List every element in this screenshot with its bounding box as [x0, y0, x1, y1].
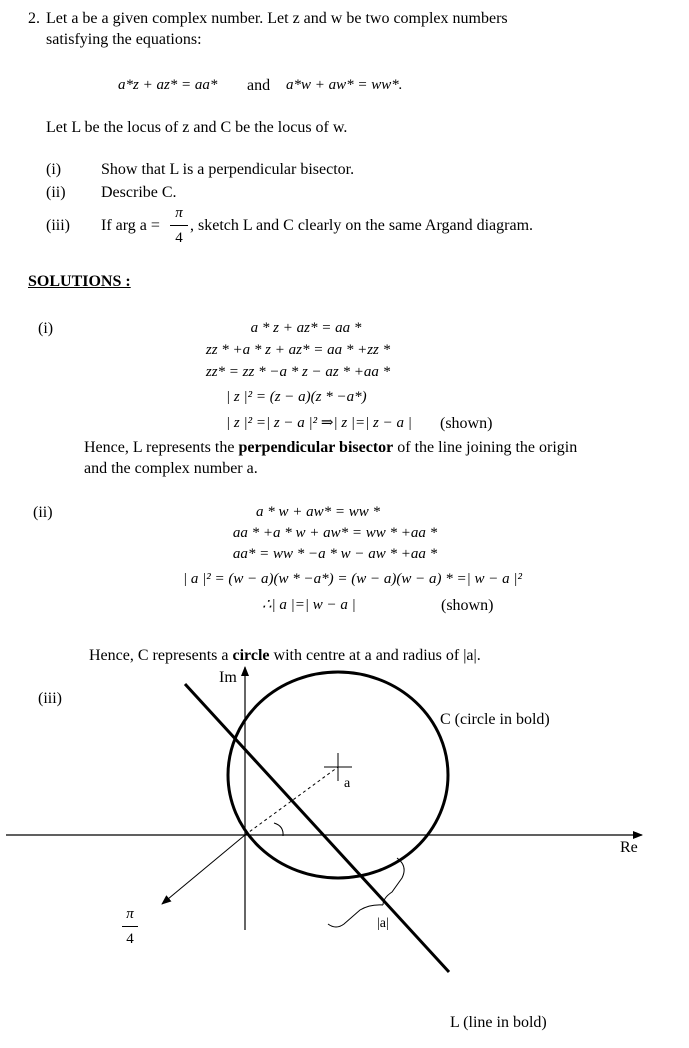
part-iii-label: (iii) [46, 217, 70, 234]
solution-ii-conclusion-pre: Hence, C represents a [89, 647, 233, 664]
circle-label: C (circle in bold) [440, 711, 550, 728]
solution-i-conclusion-line-2: and the complex number a. [84, 460, 258, 477]
solution-ii-line-3: aa* = ww * −a * w − aw * +aa * [232, 546, 438, 562]
equation-w: a*w + aw* = ww*. [286, 77, 403, 93]
solution-i-line-5: | z |² =| z − a |² ⇒| z |=| z − a | [226, 415, 412, 431]
and-word: and [247, 77, 271, 94]
point-a-label: a [344, 776, 351, 791]
solution-i-line-3: zz* = zz * −a * z − az * +aa * [205, 364, 391, 380]
part-iii-text-post: , sketch L and C clearly on the same Argand diagram. [190, 217, 534, 234]
im-axis-label: Im [219, 669, 237, 686]
part-i-label: (i) [46, 161, 62, 178]
angle-fraction-denominator: 4 [126, 931, 134, 947]
solution-i-line-4: | z |² = (z − a)(z * −a*) [226, 389, 367, 405]
radius-brace-tail [328, 905, 383, 927]
solution-ii-line-5: ∴| a |=| w − a | [262, 597, 356, 613]
question-number: 2. [28, 10, 40, 27]
part-iii-text-pre: If arg a = [101, 217, 160, 234]
locus-statement: Let L be the locus of z and C be the locus of w. [46, 119, 348, 136]
solution-i-shown: (shown) [440, 415, 493, 432]
part-iii-fraction-numerator: π [175, 205, 183, 221]
solution-i-conclusion-post: of the line joining the origin [393, 439, 578, 456]
angle-arc [274, 823, 283, 836]
solution-ii-conclusion-bold: circle [232, 647, 270, 664]
question-line-2: satisfying the equations: [46, 31, 202, 48]
solution-i-conclusion-pre: Hence, L represents the [84, 439, 239, 456]
part-ii-text: Describe C. [101, 184, 177, 201]
question-line-1: Let a be a given complex number. Let z and w be two complex numbers [46, 10, 508, 27]
solution-ii-label: (ii) [33, 504, 53, 521]
part-iii-fraction-denominator: 4 [175, 230, 183, 246]
re-axis-label: Re [620, 839, 638, 856]
solution-ii-line-2: aa * +a * w + aw* = ww * +aa * [232, 525, 438, 541]
angle-fraction-numerator: π [126, 906, 134, 922]
angle-pointer-arrow [162, 835, 245, 904]
solutions-heading: SOLUTIONS : [28, 273, 131, 290]
solution-iii-label: (iii) [38, 690, 62, 707]
solution-i-label: (i) [38, 320, 54, 337]
solution-i-line-2: zz * +a * z + az* = aa * +zz * [205, 342, 391, 358]
line-l [185, 684, 449, 972]
solution-ii-conclusion-post: with centre at a and radius of |a|. [269, 647, 481, 664]
solution-i-conclusion-bold: perpendicular bisector [238, 439, 394, 456]
solution-ii-shown: (shown) [441, 597, 494, 614]
radius-label: |a| [377, 916, 389, 931]
part-ii-label: (ii) [46, 184, 66, 201]
solution-i-line-1: a * z + az* = aa * [250, 320, 362, 336]
part-i-text: Show that L is a perpendicular bisector. [101, 161, 355, 178]
angle-fraction-bar [122, 926, 138, 927]
solution-ii-line-4: | a |² = (w − a)(w * −a*) = (w − a)(w − a) * =| w − a |² [183, 571, 522, 587]
equation-z: a*z + az* = aa* [118, 77, 218, 93]
solution-ii-line-1: a * w + aw* = ww * [255, 504, 381, 520]
line-l-label: L (line in bold) [450, 1014, 547, 1031]
